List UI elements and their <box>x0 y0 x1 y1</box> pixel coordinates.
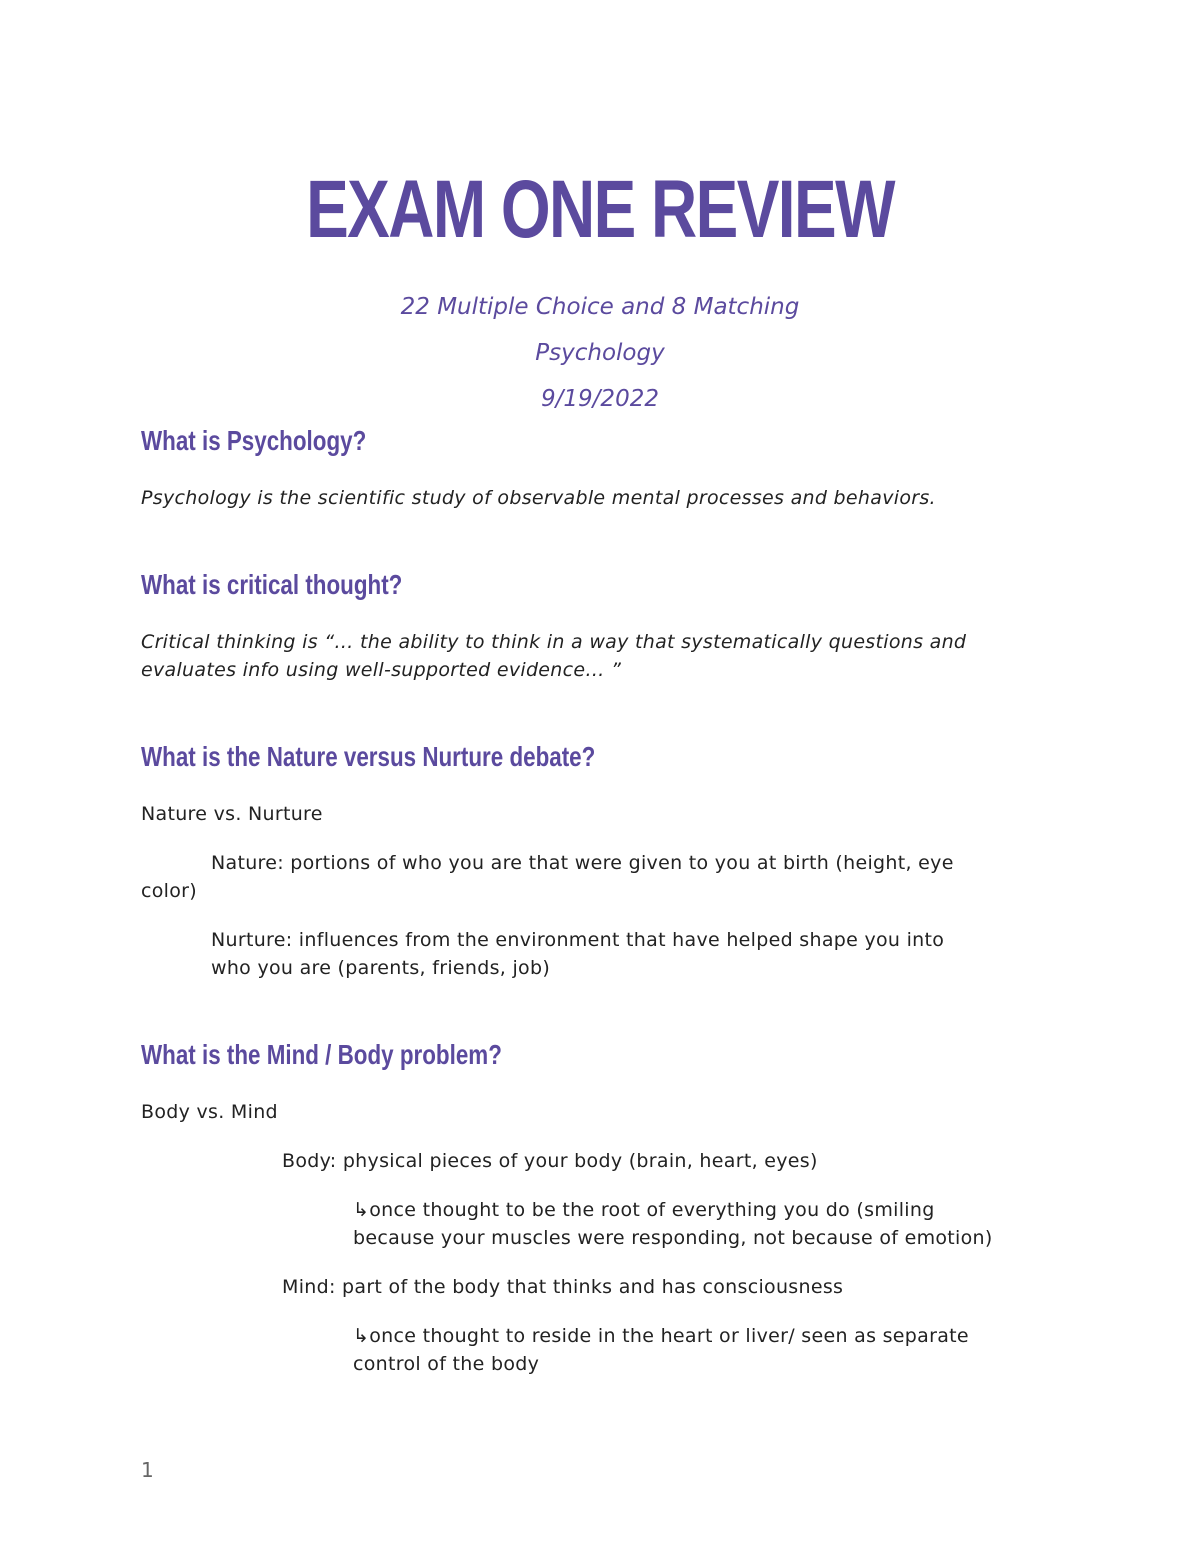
arrow-icon: ↳ <box>353 1325 370 1347</box>
nature-nurture-intro: Nature vs. Nurture <box>141 803 323 825</box>
heading-critical-thought: What is critical thought? <box>141 569 403 600</box>
mind-definition: Mind: part of the body that thinks and has consciousness <box>282 1276 844 1298</box>
exam-format: 22 Multiple Choice and 8 Matching <box>400 294 800 320</box>
critical-thinking-line-2: evaluates info using well-supported evidence… ” <box>141 659 622 681</box>
nurture-definition-line-1: Nurture: influences from the environment that have helped shape you into <box>211 929 945 951</box>
mind-body-intro: Body vs. Mind <box>141 1101 278 1123</box>
page-title: EXAM ONE REVIEW <box>306 164 894 255</box>
critical-thinking-line-1: Critical thinking is “… the ability to think in a way that systematically questions and <box>141 631 967 653</box>
mind-note-text: once thought to reside in the heart or liver/ seen as separate <box>369 1325 969 1347</box>
nature-definition-line-2: color) <box>141 880 197 902</box>
body-note-line-2: because your muscles were responding, not because of emotion) <box>353 1227 993 1249</box>
exam-date: 9/19/2022 <box>541 386 659 412</box>
heading-mind-body: What is the Mind / Body problem? <box>141 1039 502 1070</box>
nature-definition-line-1: Nature: portions of who you are that were given to you at birth (height, eye <box>211 852 954 874</box>
mind-note-line-2: control of the body <box>353 1353 540 1375</box>
heading-psychology: What is Psychology? <box>141 425 367 456</box>
nurture-definition-line-2: who you are (parents, friends, job) <box>211 957 551 979</box>
page-number: 1 <box>141 1458 154 1482</box>
heading-nature-nurture: What is the Nature versus Nurture debate? <box>141 741 596 772</box>
psychology-definition: Psychology is the scientific study of observable mental processes and behaviors. <box>141 487 936 509</box>
body-note-text: once thought to be the root of everything you do (smiling <box>369 1199 935 1221</box>
arrow-icon: ↳ <box>353 1199 370 1221</box>
mind-note-line-1 <box>353 1322 969 1351</box>
body-definition: Body: physical pieces of your body (brain, heart, eyes) <box>282 1150 818 1172</box>
subject: Psychology <box>535 340 665 366</box>
body-note-line-1 <box>353 1196 935 1225</box>
